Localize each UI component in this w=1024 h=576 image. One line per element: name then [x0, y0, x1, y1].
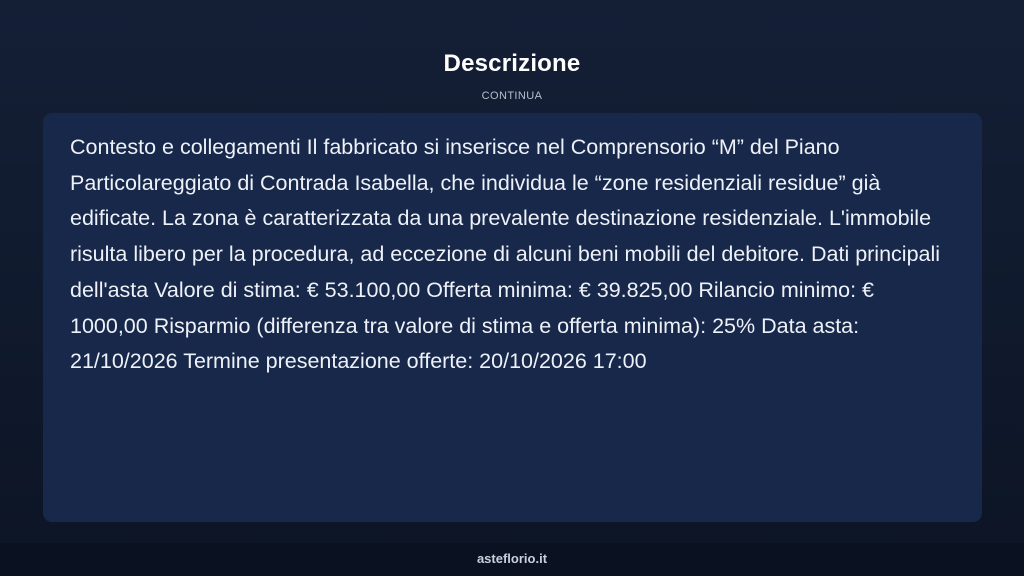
description-text: Contesto e collegamenti Il fabbricato si inserisce nel Comprensorio “M” del Piano Particolareggiato di Contrada Isabella, che individua le “zone residenziali residue” già edificate. La zona è caratterizzata da una prevalente destinazione residenziale. L'immobile risulta libero per la procedura, ad eccezione di alcuni beni mobili del debitore. Dati principali dell'asta Valore di stima: € 53.100,00 Offerta minima: € 39.825,00 Rilancio minimo: € 1000,00 Risparmio (differenza tra valore di stima e offerta minima): 25% Data asta: 21/10/2026 Termine presentazione offerte: 20/10/2026 17:00 [70, 135, 941, 374]
description-card [43, 113, 982, 522]
footer-brand: asteflorio.it [476, 551, 548, 566]
page-title: Descrizione [443, 50, 581, 77]
continue-link[interactable]: CONTINUA [481, 90, 543, 102]
